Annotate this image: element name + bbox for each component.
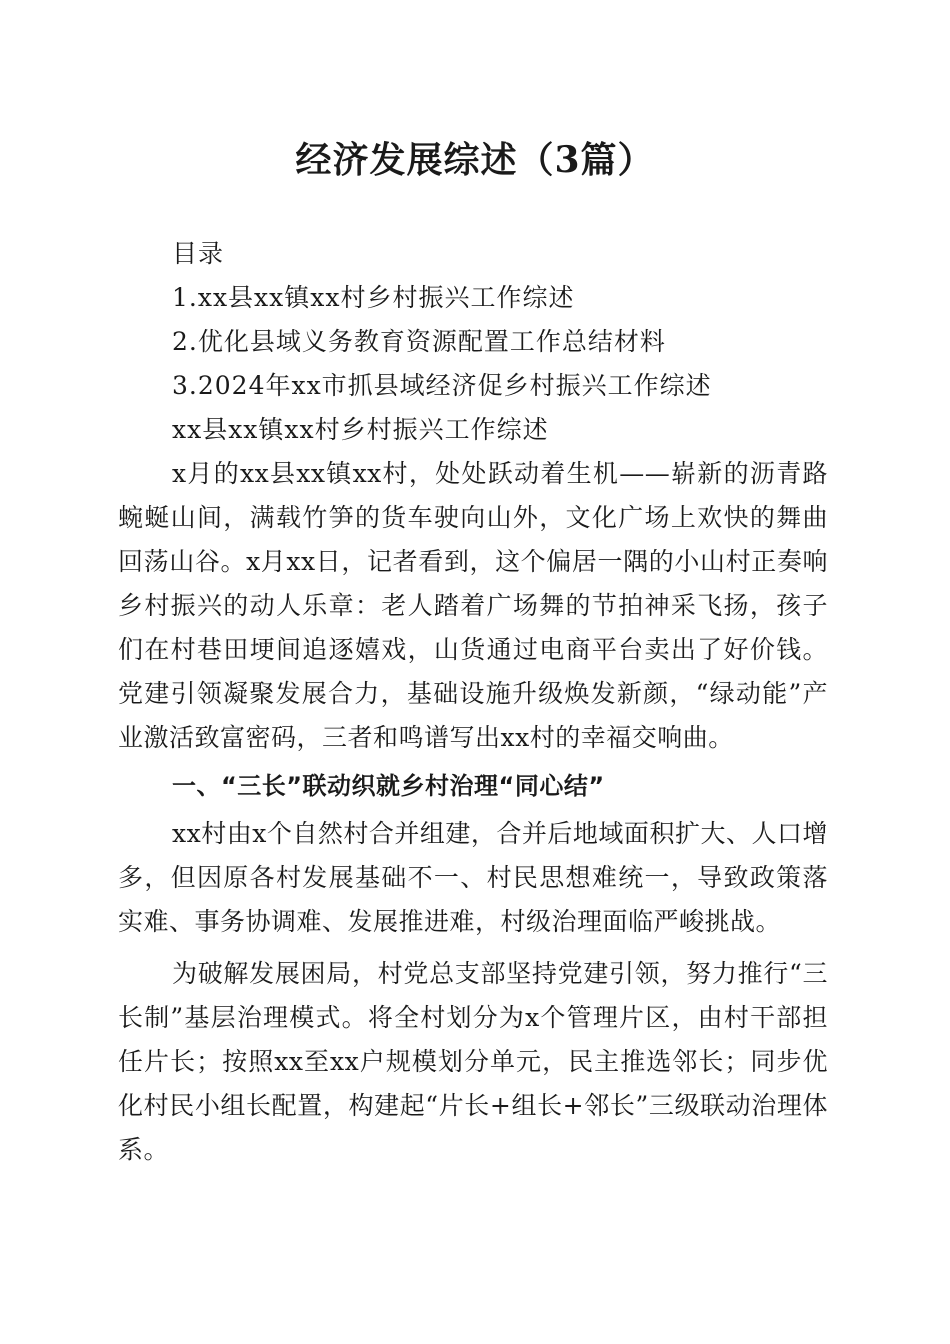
toc-item: 1.xx县xx镇xx村乡村振兴工作综述 bbox=[172, 283, 575, 312]
body-paragraph: 为破解发展困局，村党总支部坚持党建引领，努力推行“三长制”基层治理模式。将全村划分为x个管理片区，由村干部担任片长；按照xx至xx户规模划分单元，民主推选邻长；同步优化村民小组长配置，构建起“片长+组长+邻长”三级联动治理体系。 bbox=[118, 959, 828, 1164]
article-body bbox=[118, 452, 828, 1172]
article-title: xx县xx镇xx村乡村振兴工作综述 bbox=[172, 415, 549, 444]
toc-item: 3.2024年xx市抓县域经济促乡村振兴工作综述 bbox=[172, 371, 712, 400]
toc-heading: 目录 bbox=[172, 239, 225, 268]
table-of-contents bbox=[172, 232, 832, 452]
intro-paragraph: x月的xx县xx镇xx村，处处跃动着生机——崭新的沥青路蜿蜒山间，满载竹笋的货车驶向山外，文化广场上欢快的舞曲回荡山谷。x月xx日，记者看到，这个偏居一隅的小山村正奏响乡村振兴的动人乐章：老人踏着广场舞的节拍神采飞扬，孩子们在村巷田埂间追逐嬉戏，山货通过电商平台卖出了好价钱。党建引领凝聚发展合力，基础设施升级焕发新颜，“绿动能”产业激活致富密码，三者和鸣谱写出xx村的幸福交响曲。 bbox=[118, 459, 828, 752]
document-title: 经济发展综述（3篇） bbox=[295, 139, 655, 181]
toc-item: 2.优化县域义务教育资源配置工作总结材料 bbox=[172, 327, 666, 356]
section-heading: 一、“三长”联动织就乡村治理“同心结” bbox=[172, 772, 605, 800]
body-paragraph: xx村由x个自然村合并组建，合并后地域面积扩大、人口增多，但因原各村发展基础不一、村民思想难统一，导致政策落实难、事务协调难、发展推进难，村级治理面临严峻挑战。 bbox=[118, 819, 828, 936]
